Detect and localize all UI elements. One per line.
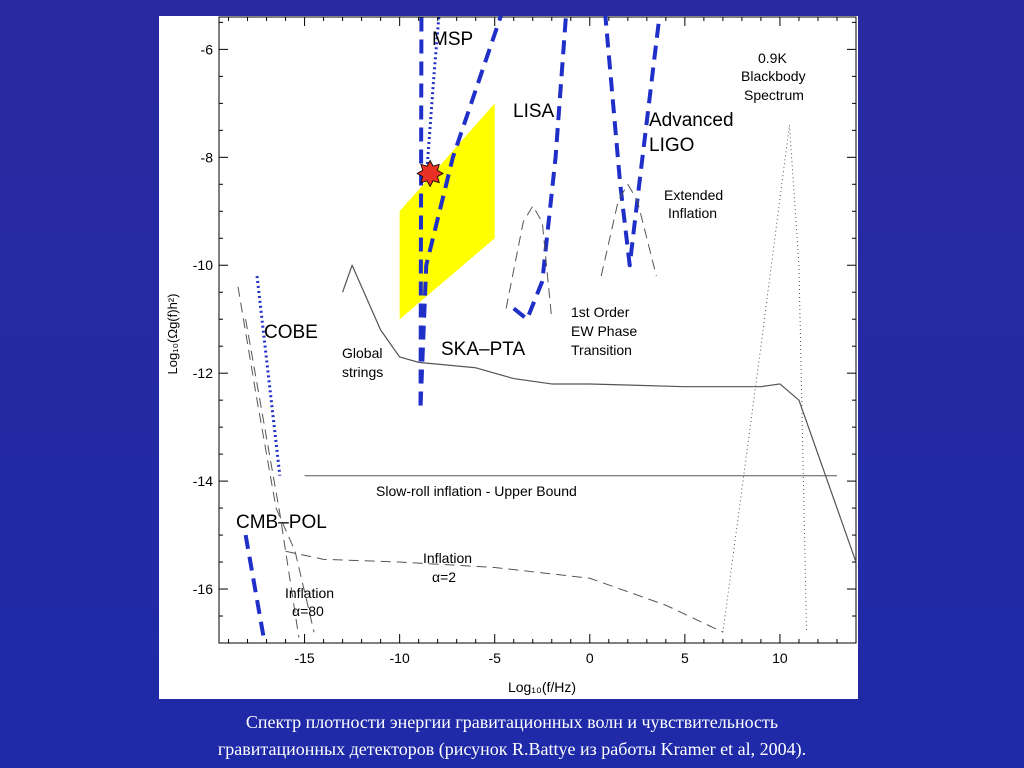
ska-pta-label: SKA–PTA xyxy=(441,339,526,360)
slow-roll-label: Slow-roll inflation - Upper Bound xyxy=(376,483,577,499)
y-tick-label: -12 xyxy=(192,365,213,382)
inflation-a80-label-1: Inflation xyxy=(285,585,335,601)
lisa-label: LISA xyxy=(513,101,555,122)
blackbody-label-2: Blackbody xyxy=(741,68,806,84)
y-tick-label: -16 xyxy=(192,581,213,598)
series-line-cobe xyxy=(257,276,280,476)
blackbody-label-3: Spectrum xyxy=(744,87,804,103)
figure-caption-line-1: Спектр плотности энергии гравитационных волн и чувствительность xyxy=(245,712,779,732)
extended-inflation-label-1: Extended xyxy=(664,187,724,203)
adv-ligo-label-1: Advanced xyxy=(649,110,734,131)
x-tick-label: -5 xyxy=(488,650,501,666)
ew-label-2: EW Phase xyxy=(571,323,638,339)
msp-label: MSP xyxy=(432,29,474,50)
ew-label-3: Transition xyxy=(571,342,632,358)
inflation-a80-label-2: α=80 xyxy=(292,603,324,619)
x-tick-label: -15 xyxy=(294,650,315,666)
y-tick-label: -10 xyxy=(192,257,213,274)
inflation-a2-label-1: Inflation xyxy=(423,550,473,566)
blackbody-label-1: 0.9K xyxy=(758,50,787,66)
chart-panel xyxy=(159,16,858,699)
inflation-a2-label-2: α=2 xyxy=(432,569,457,585)
global-strings-label-2: strings xyxy=(342,364,384,380)
ew-label-1: 1st Order xyxy=(571,304,630,320)
series-line-inflation-2 xyxy=(286,551,723,632)
star-marker xyxy=(417,161,443,187)
x-tick-label: 0 xyxy=(585,650,594,666)
extended-inflation-label-2: Inflation xyxy=(668,205,718,221)
y-axis-label: Log₁₀(Ωg(f)h²) xyxy=(165,293,180,375)
series-line-cmb-pol xyxy=(246,535,265,643)
cobe-label: COBE xyxy=(264,322,318,343)
adv-ligo-label-2: LIGO xyxy=(649,135,695,156)
x-tick-label: -10 xyxy=(389,650,410,666)
x-axis-label: Log₁₀(f/Hz) xyxy=(507,679,577,695)
y-tick-label: -6 xyxy=(200,41,213,58)
cmb-pol-label: CMB–POL xyxy=(236,512,327,533)
chart-svg xyxy=(159,16,858,699)
markers-layer xyxy=(417,161,443,187)
figure-caption-line-2: гравитационных детекторов (рисунок R.Battye из работы Kramer et al, 2004). xyxy=(217,739,807,759)
y-tick-label: -14 xyxy=(192,473,213,490)
series-line-0-9k-blackbody-spectrum xyxy=(723,125,807,632)
x-tick-label: 10 xyxy=(772,650,788,666)
global-strings-label-1: Global xyxy=(342,345,383,361)
x-tick-label: 5 xyxy=(680,650,689,666)
sensitivity-region xyxy=(400,103,495,319)
series-line-lisa xyxy=(514,16,570,319)
y-tick-label: -8 xyxy=(200,149,213,166)
regions-layer xyxy=(400,103,495,319)
